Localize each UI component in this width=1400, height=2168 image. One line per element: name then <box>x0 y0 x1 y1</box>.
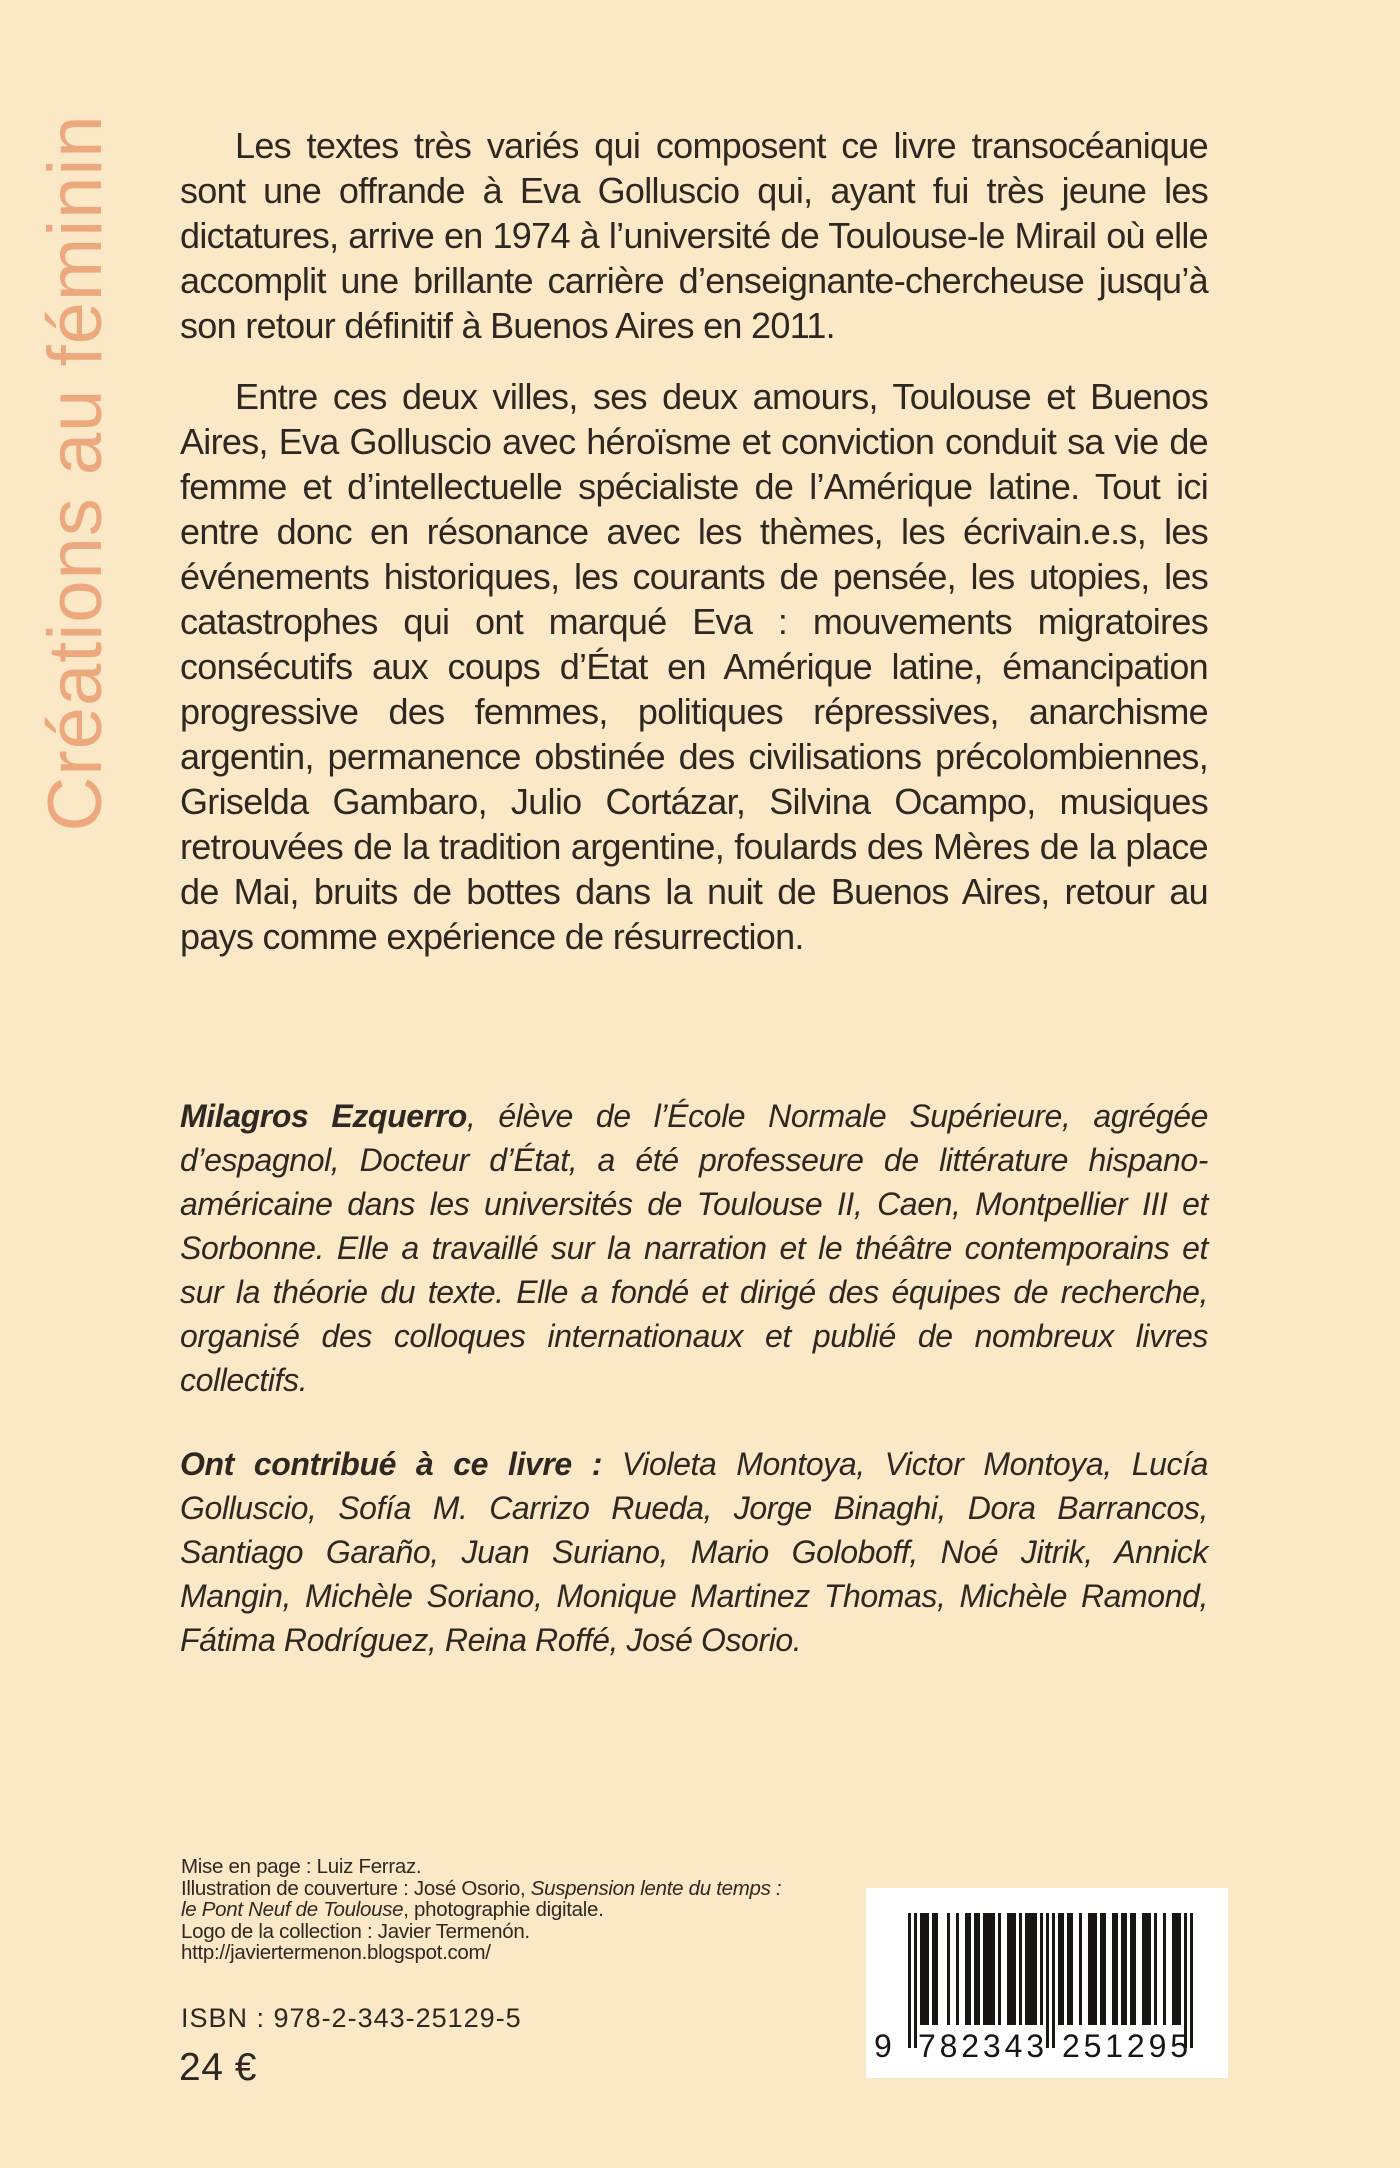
barcode-bar <box>947 1913 950 2025</box>
barcode-bar <box>956 1913 959 2025</box>
barcode-bar <box>1079 1913 1082 2025</box>
barcode-bar <box>1034 1913 1037 2025</box>
barcode-bar <box>908 1913 911 2048</box>
barcode-bar <box>1094 1913 1097 2025</box>
credit-cover-line1 <box>181 1878 781 1900</box>
barcode-bar <box>926 1913 929 2025</box>
barcode-bar <box>1070 1913 1073 2025</box>
barcode-digit: 3 <box>982 2028 1001 2064</box>
barcode-bar <box>1061 1913 1064 2025</box>
barcode-bar <box>1190 1913 1193 2048</box>
print-credits <box>181 1856 781 1964</box>
barcode-bar <box>992 1913 995 2025</box>
barcode-digit: 1 <box>1105 2028 1124 2064</box>
barcode-digit: 4 <box>1004 2028 1023 2064</box>
author-name: Milagros Ezquerro <box>180 1098 467 1134</box>
barcode-digit: 2 <box>1126 2028 1145 2064</box>
barcode-digit: 9 <box>1148 2028 1167 2064</box>
barcode-bar <box>1103 1913 1106 2025</box>
contributors <box>180 1442 1208 1662</box>
barcode-bar <box>1178 1913 1181 2025</box>
credit-layout: Mise en page : Luiz Ferraz. <box>181 1855 422 1878</box>
credit-logo: Logo de la collection : Javier Termenón. <box>181 1919 530 1943</box>
barcode-bar <box>1115 1913 1118 2025</box>
barcode-bar <box>935 1913 938 2025</box>
back-cover-text-column <box>180 0 1208 1662</box>
barcode-bar <box>1013 1913 1016 2025</box>
credit-cover-title-1: Suspension lente du temps : <box>530 1876 782 1900</box>
barcode <box>866 1888 1228 2078</box>
credit-cover-prefix: Illustration de couverture : José Osorio, <box>181 1876 531 1900</box>
barcode-digit: 7 <box>918 2028 936 2064</box>
barcode-bar <box>1052 1913 1055 2048</box>
synopsis <box>180 123 1208 959</box>
credit-url: http://javiertermenon.blogspot.com/ <box>181 1941 491 1964</box>
barcode-leading-digit: 9 <box>874 2028 892 2064</box>
barcode-bar <box>968 1913 971 2025</box>
barcode-bar <box>914 1913 917 2048</box>
synopsis-paragraph-1: Les textes très variés qui composent ce livre transocéanique sont une offrande à Eva Golluscio qui, ayant fui très jeune les dictatures, arrive en 1974 à l’université de Toulouse-le Mirail où elle accomplit une brillante carrière d’enseignante-chercheuse jusqu’à son retour définitif à Buenos Aires en 2011. <box>180 125 1208 346</box>
isbn: ISBN : 978-2-343-25129-5 <box>181 2003 522 2033</box>
contributors-names: Violeta Montoya, Victor Montoya, Lucía Golluscio, Sofía M. Carrizo Rueda, Jorge Binaghi, Dora Barrancos, Santiago Garaño, Juan Suriano, Mario Goloboff, Noé Jitrik, Annick Mangin, Michèle Soriano, Monique Martinez Thomas, Michèle Ramond, Fátima Rodríguez, Reina Roffé, José Osorio. <box>180 1446 1208 1658</box>
barcode-bar <box>1124 1913 1127 2025</box>
barcode-bar <box>1163 1913 1166 2025</box>
barcode-bar <box>1046 1913 1049 2048</box>
collection-spine-title: Créations au féminin <box>33 114 118 832</box>
barcode-left-digits <box>918 2028 1044 2065</box>
barcode-bar <box>1154 1913 1157 2025</box>
barcode-digit: 8 <box>939 2028 958 2064</box>
barcode-digit: 2 <box>961 2028 980 2064</box>
author-bio <box>180 1094 1208 1402</box>
synopsis-paragraph-2: Entre ces deux villes, ses deux amours, Toulouse et Buenos Aires, Eva Golluscio avec héroïsme et conviction conduit sa vie de femme et d’intellectuelle spécialiste de l’Amérique latine. Tout ici entre donc en résonance avec les thèmes, les écrivain.e.s, les événements historiques, les courants de pensée, les utopies, les catastrophes qui ont marqué Eva : mouvements migratoires consécutifs aux coups d’État en Amérique latine, émancipation progressive des femmes, politiques répressives, anarchisme argentin, permanence obstinée des civilisations précolombiennes, Griselda Gambaro, Julio Cortázar, Silvina Ocampo, musiques retrouvées de la tradition argentine, foulards des Mères de la place de Mai, bruits de bottes dans la nuit de Buenos Aires, retour au pays comme expérience de résurrection. <box>180 376 1208 957</box>
credit-cover-suffix: , photographie digitale. <box>403 1898 604 1921</box>
barcode-bar <box>1040 1913 1043 2025</box>
barcode-bar <box>1133 1913 1136 2025</box>
barcode-digit: 5 <box>1170 2028 1188 2064</box>
barcode-digit: 2 <box>1062 2028 1080 2064</box>
author-bio-text: , élève de l’École Normale Supérieure, agrégée d’espagnol, Docteur d’État, a été professeure de littérature hispano-américaine dans les universités de Toulouse II, Caen, Montpellier III et Sorbonne. Elle a travaillé sur la narration et le théâtre contemporains et sur la théorie du texte. Elle a fondé et dirigé des équipes de recherche, organisé des colloques internationaux et publié de nombreux livres collectifs. <box>180 1098 1209 1398</box>
credit-cover-line2 <box>181 1899 781 1921</box>
barcode-digit: 3 <box>1026 2028 1044 2064</box>
contributors-lead: Ont contribué à ce livre : <box>180 1446 602 1482</box>
barcode-bar <box>1148 1913 1151 2025</box>
barcode-bar <box>998 1913 1001 2025</box>
barcode-digit: 5 <box>1083 2028 1102 2064</box>
credit-cover-title-2: le Pont Neuf de Toulouse <box>181 1898 404 1921</box>
price: 24 € <box>179 2046 257 2089</box>
barcode-right-digits <box>1062 2028 1188 2065</box>
barcode-bar <box>977 1913 980 2025</box>
barcode-bar <box>1019 1913 1022 2025</box>
